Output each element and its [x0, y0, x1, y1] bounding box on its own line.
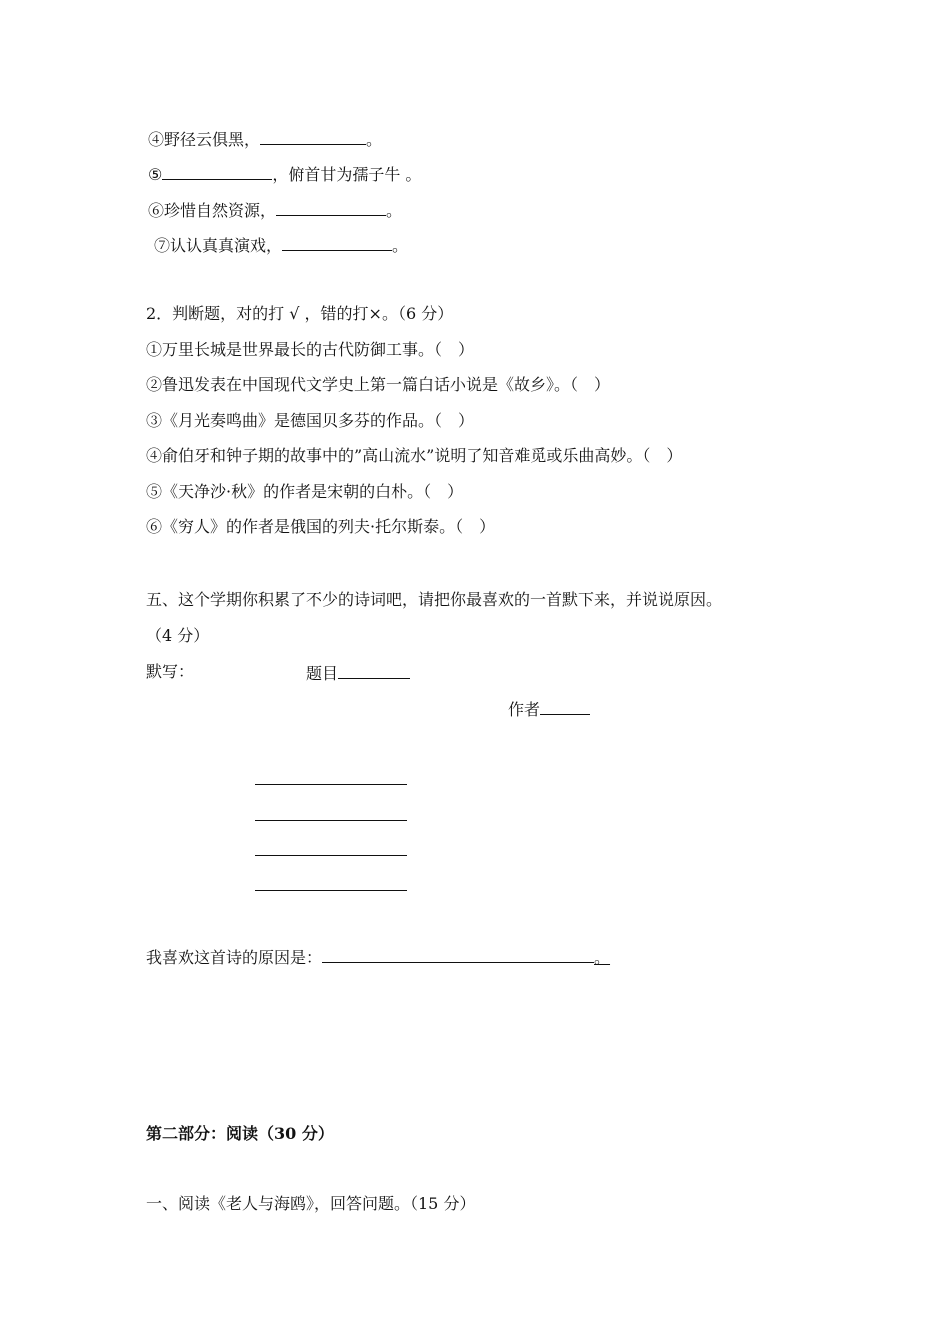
- poem-reason-end: 。: [594, 948, 611, 967]
- fill-item-4: [148, 128, 382, 150]
- fill-item-6-blank[interactable]: [276, 199, 386, 216]
- judge-item-5: ⑤《天净沙·秋》的作者是宋朝的白朴。（ ）: [146, 482, 464, 501]
- poem-author-blank[interactable]: [540, 698, 590, 715]
- fill-item-6: [148, 199, 402, 221]
- fill-item-5-suffix: ，俯首甘为孺子牛 。: [272, 165, 422, 184]
- judge-item-6: ⑥《穷人》的作者是俄国的列夫·托尔斯泰。（ ）: [146, 517, 496, 536]
- poem-write-label: 默写：: [146, 662, 195, 681]
- fill-item-7-prefix: ⑦认认真真演戏，: [154, 236, 283, 255]
- poem-heading: 五、这个学期你积累了不少的诗词吧，请把你最喜欢的一首默下来，并说说原因。: [146, 590, 723, 609]
- fill-item-5: [148, 163, 421, 185]
- judge-item-4: ④俞伯牙和钟子期的故事中的”高山流水”说明了知音难觅或乐曲高妙。（ ）: [146, 446, 683, 465]
- fill-item-6-suffix: 。: [386, 201, 403, 220]
- fill-item-5-prefix: ⑤: [148, 165, 163, 184]
- poem-score: （4 分）: [146, 626, 210, 645]
- judge-item-2: ②鲁迅发表在中国现代文学史上第一篇白话小说是《故乡》。（ ）: [146, 375, 611, 394]
- judge-item-3: ③《月光奏鸣曲》是德国贝多芬的作品。（ ）: [146, 411, 475, 430]
- poem-line-3[interactable]: [255, 855, 407, 856]
- fill-item-6-prefix: ⑥珍惜自然资源，: [148, 201, 277, 220]
- fill-item-7-blank[interactable]: [282, 234, 392, 251]
- poem-title-label: 题目: [306, 664, 339, 683]
- poem-line-1[interactable]: [255, 784, 407, 785]
- fill-item-7: [154, 234, 408, 256]
- judge-item-1: ①万里长城是世界最长的古代防御工事。（ ）: [146, 340, 475, 359]
- poem-line-4[interactable]: [255, 890, 407, 891]
- fill-item-7-suffix: 。: [392, 236, 409, 255]
- poem-author-label: 作者: [508, 700, 541, 719]
- fill-item-5-blank[interactable]: [162, 163, 272, 180]
- poem-author: [508, 698, 590, 720]
- poem-title: [306, 662, 410, 684]
- part2-heading: 第二部分：阅读（30 分）: [146, 1124, 334, 1143]
- poem-reason-blank[interactable]: [322, 946, 594, 963]
- poem-reason-label: 我喜欢这首诗的原因是：: [146, 948, 323, 967]
- fill-item-4-blank[interactable]: [260, 128, 366, 145]
- fill-item-4-suffix: 。: [366, 130, 383, 149]
- fill-item-4-prefix: ④野径云俱黑，: [148, 130, 261, 149]
- judge-heading: 2．判断题，对的打 √ ，错的打×。（6 分）: [146, 304, 454, 323]
- poem-reason: [146, 946, 610, 968]
- part2-question: 一、阅读《老人与海鸥》，回答问题。（15 分）: [146, 1194, 476, 1213]
- poem-title-blank[interactable]: [338, 662, 410, 679]
- poem-line-2[interactable]: [255, 820, 407, 821]
